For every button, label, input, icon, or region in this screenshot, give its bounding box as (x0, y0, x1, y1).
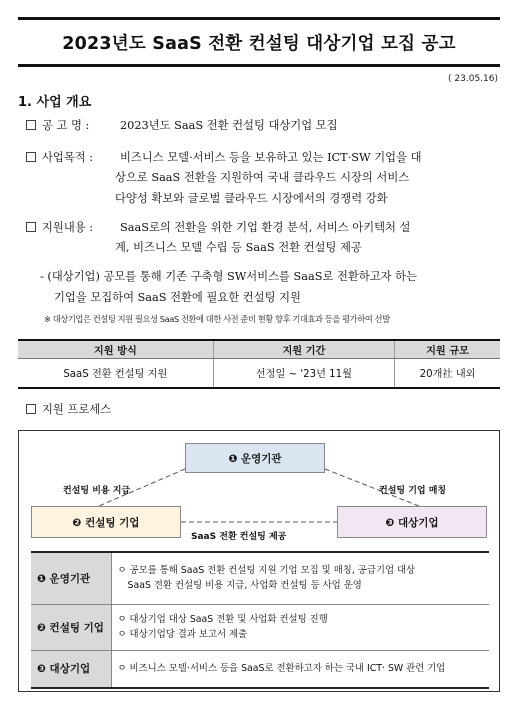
role-desc (111, 650, 489, 688)
header-cell: 지원 규모 (395, 340, 500, 358)
item-label: 사업목적 : (42, 151, 94, 164)
role-desc (111, 604, 489, 650)
table-row (31, 650, 489, 688)
support-table (18, 339, 500, 389)
support-table-header (18, 340, 500, 358)
item-value-line: 상으로 SaaS 전환을 지원하여 국내 클라우드 시장의 서비스 (115, 171, 410, 184)
table-cell: 20개社 내외 (395, 358, 500, 388)
role-table (31, 551, 489, 689)
item-label: 지원내용 : (42, 221, 94, 234)
role-desc-line: ㅇ 대상기업 대상 SaaS 전환 및 사업화 컨설팅 진행 (117, 614, 328, 625)
process-heading-label: 지원 프로세스 (42, 403, 112, 416)
edge-label-provide: SaaS 전환 컨설팅 제공 (191, 532, 287, 542)
square-bullet-icon (26, 120, 36, 130)
role-desc-line: ㅇ 공모를 통해 SaaS 전환 컨설팅 지원 기업 모집 및 매칭, 공급기업 대상 (117, 565, 416, 577)
square-bullet-icon (26, 152, 36, 162)
role-name: ❸ 대상기업 (31, 650, 111, 688)
header-cell: 지원 기간 (213, 340, 394, 358)
process-diagram (18, 430, 500, 692)
edge-label-match: 컨설팅 기업 매칭 (379, 486, 447, 496)
node-operator: ❶ 운영기관 (185, 443, 325, 473)
node-target: ❸ 대상기업 (337, 506, 487, 538)
section-heading: 1. 사업 개요 (18, 95, 92, 110)
table-cell: SaaS 전환 컨설팅 지원 (18, 358, 213, 388)
role-name: ❶ 운영기관 (31, 552, 111, 604)
item-value-line: 비즈니스 모델·서비스 등을 보유하고 있는 ICT·SW 기업을 대 (120, 151, 422, 164)
table-row (31, 604, 489, 650)
item-value-line: 계, 비즈니스 모델 수립 등 SaaS 전환 컨설팅 제공 (115, 241, 362, 254)
page-title: 2023년도 SaaS 전환 컨설팅 대상기업 모집 공고 (62, 33, 456, 54)
item-value-line: 다양성 확보와 글로벌 클라우드 시장에서의 경쟁력 강화 (115, 192, 388, 205)
header-cell: 지원 방식 (18, 340, 213, 358)
table-row (18, 358, 500, 388)
role-desc-line: ㅇ 비즈니스 모델·서비스 등을 SaaS로 전환하고자 하는 국내 ICT· SW 관련 기업 (117, 663, 446, 675)
target-desc-line: - (대상기업) 공모를 통해 기존 구축형 SW서비스를 SaaS로 전환하고자 하는 (40, 270, 417, 283)
role-name: ❷ 컨설팅 기업 (31, 604, 111, 650)
node-consultant: ❷ 컨설팅 기업 (31, 506, 181, 538)
announcement-date: ( 23.05.16) (448, 74, 498, 84)
role-desc (111, 552, 489, 604)
item-support-content (26, 217, 93, 238)
edge-label-fee: 컨설팅 비용 지급 (63, 486, 131, 496)
target-desc-line: 기업을 모집하여 SaaS 전환에 필요한 컨설팅 지원 (54, 291, 301, 304)
title-box (18, 17, 500, 67)
item-announcement-name (26, 115, 89, 136)
item-value-line: SaaS로의 전환을 위한 기업 환경 분석, 서비스 아키텍처 설 (120, 221, 411, 234)
square-bullet-icon (26, 222, 36, 232)
item-value: 2023년도 SaaS 전환 컨설팅 대상기업 모집 (120, 119, 338, 132)
selection-note: ※ 대상기업은 컨설팅 지원 필요성 SaaS 전환에 대한 사전 준비 현황 향후 기대효과 등을 평가하여 선발 (44, 314, 390, 324)
role-desc-line: ㅇ 대상기업당 결과 보고서 제출 (117, 629, 248, 640)
table-cell: 선정일 ~ '23년 11월 (213, 358, 394, 388)
item-label: 공 고 명 : (42, 119, 90, 132)
role-desc-line: SaaS 전환 컨설팅 비용 지급, 사업화 컨설팅 등 사업 운영 (127, 580, 362, 592)
square-bullet-icon (26, 404, 36, 414)
item-purpose (26, 147, 93, 168)
table-row (31, 552, 489, 604)
process-heading (26, 401, 111, 417)
